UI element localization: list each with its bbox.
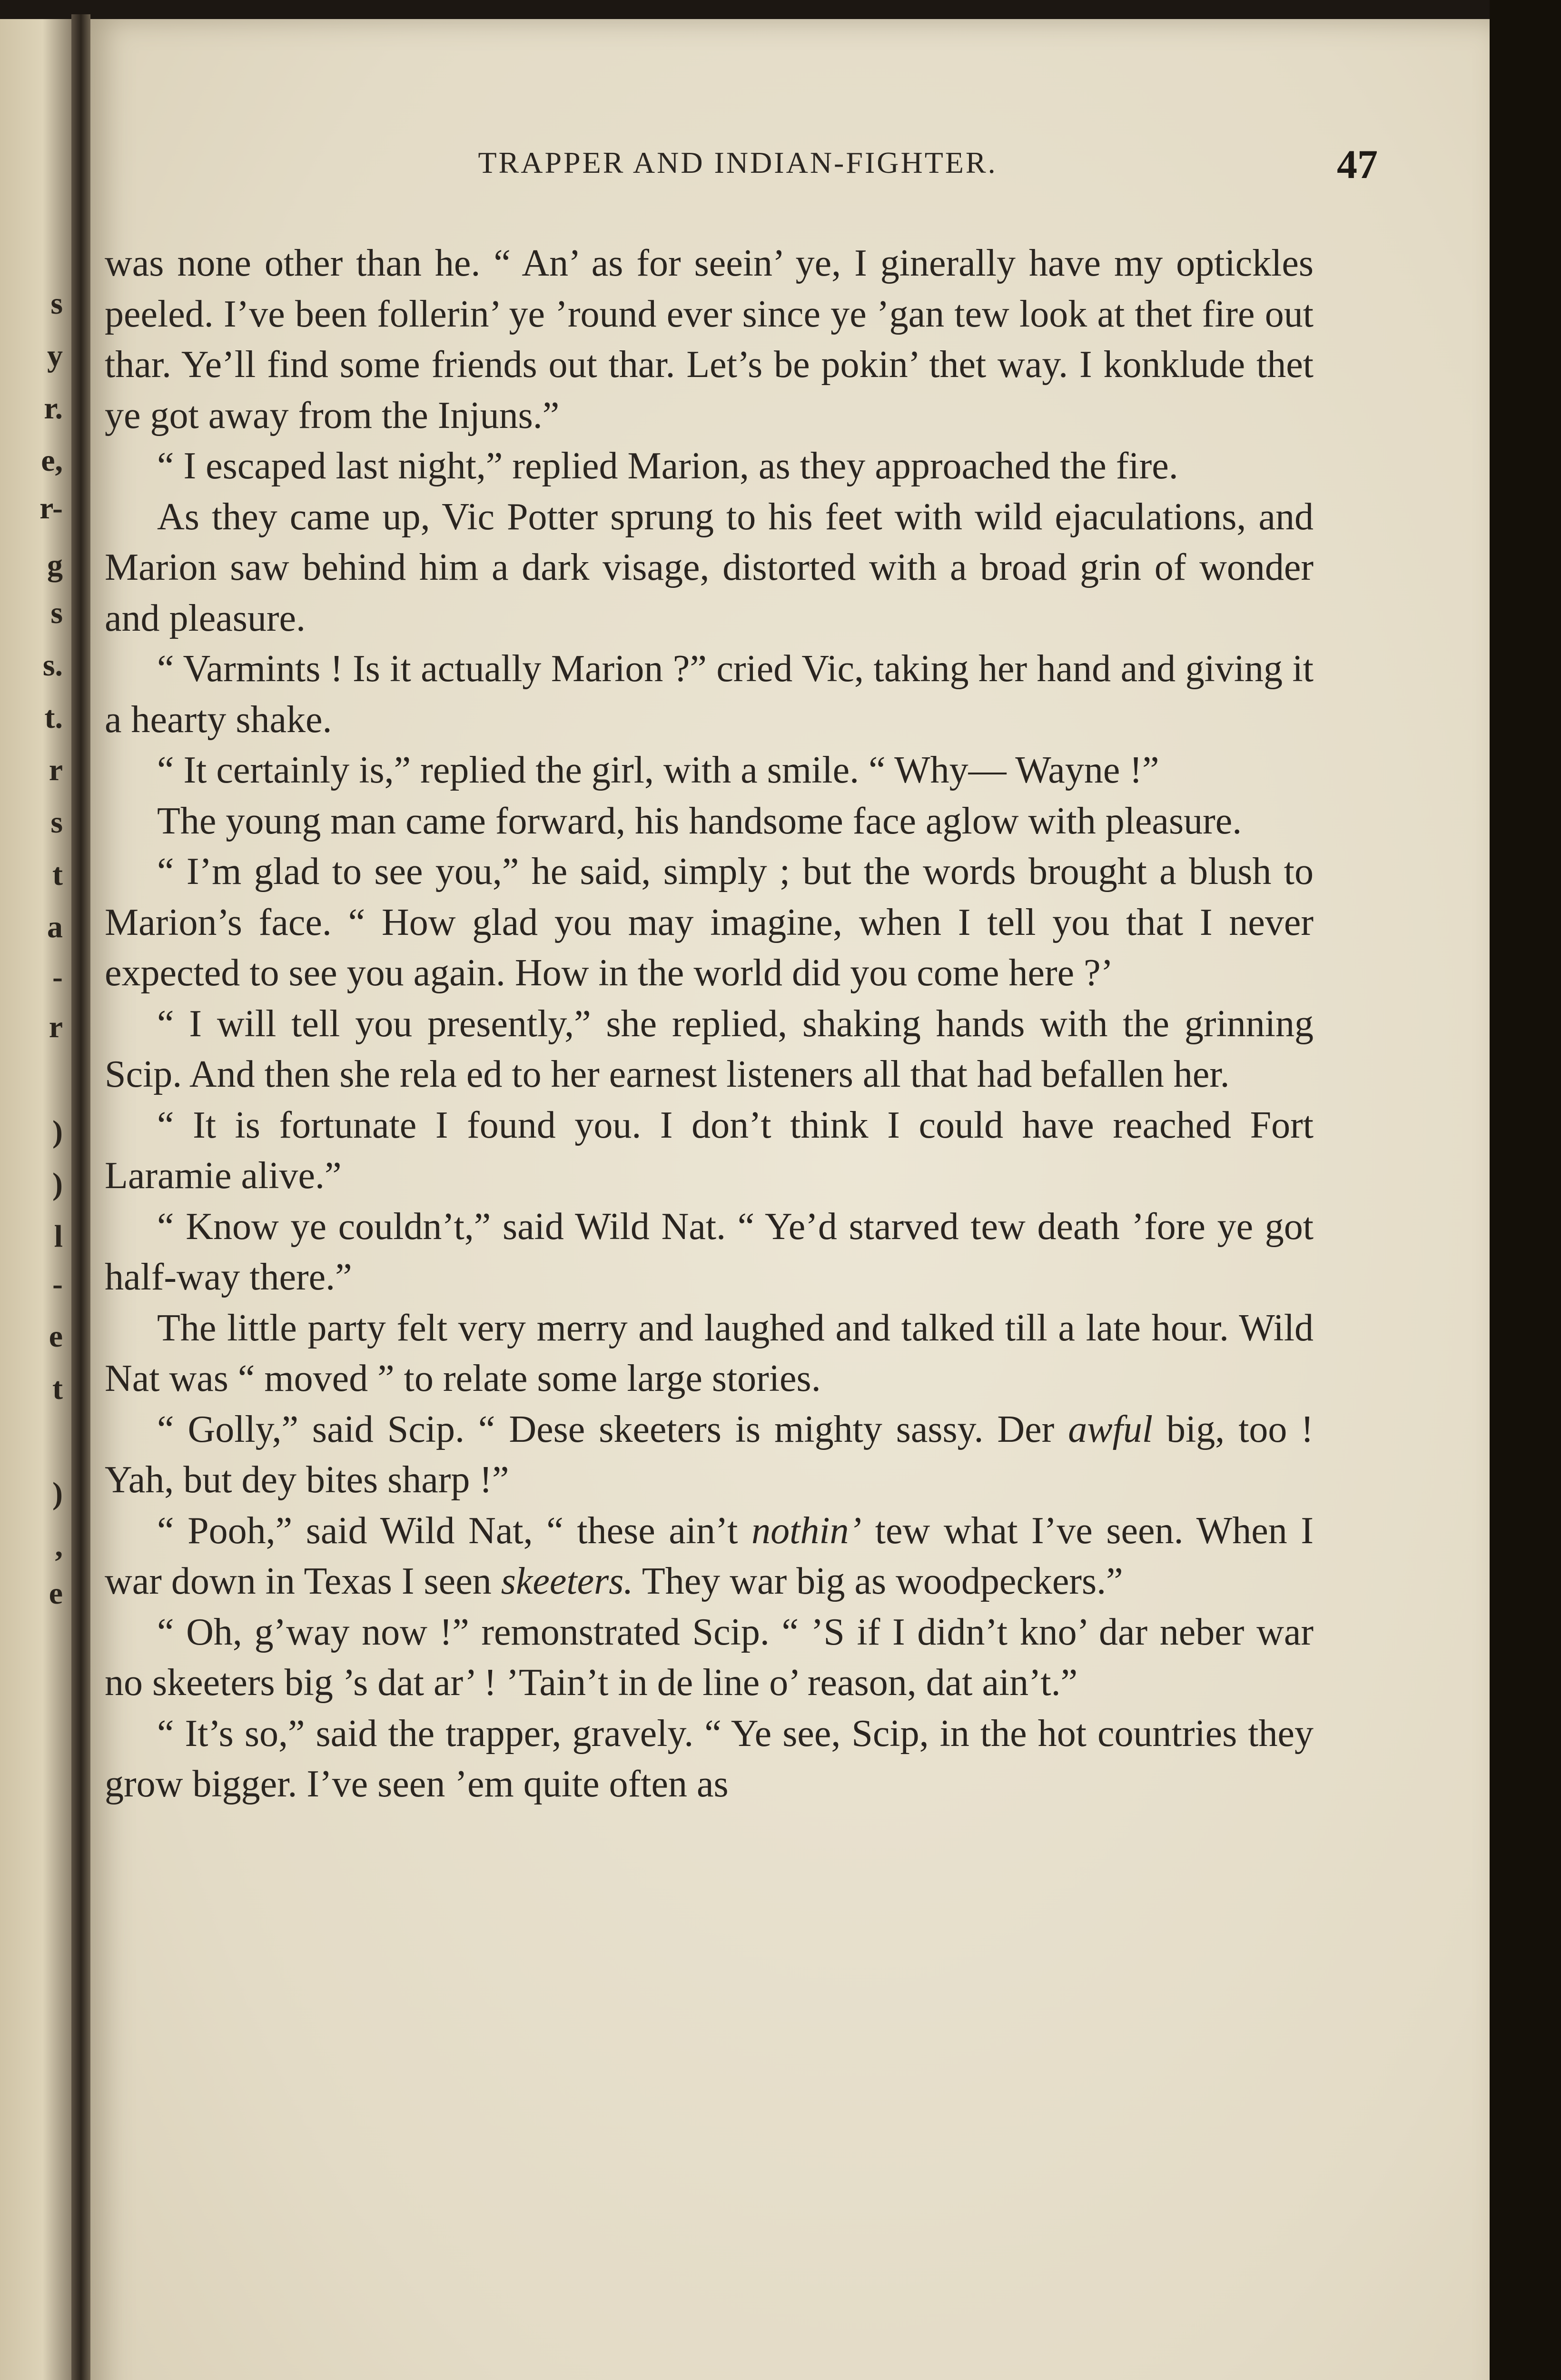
book-gutter [71,14,90,2380]
paragraph-text: big, too ! Yah, but dey bites sharp !” [105,1408,1314,1501]
margin-fragment: - [52,1267,63,1301]
margin-fragment: r- [40,491,63,526]
margin-fragment: t. [44,700,63,735]
margin-fragment: a [47,910,63,944]
paragraph [105,1404,1314,1506]
paragraph: “ It certainly is,” replied the girl, with a smile. “ Why— Wayne !” [157,749,1159,791]
margin-fragment: , [55,1528,63,1563]
page-shadow-edge [1490,0,1561,2380]
paragraph: was none other than he. “ An’ as for seein’ ye, I ginerally have my optickles peeled. I’ve been follerin’ ye ’round ever since ye ’gan tew look at thet fire out thar. Ye’ll find some friends out thar. Let’s be pokin’ thet way. I konklude thet ye got away from the Injuns.” [105,242,1314,436]
paragraph: The little party felt very merry and laughed and talked till a late hour. Wild Nat was “ moved ” to relate some large stories. [105,1307,1314,1399]
paragraph: “ I’m glad to see you,” he said, simply ; but the words brought a blush to Marion’s face. “ How glad you may imagine, when I tell you that I never expected to see you again. How in the world did you come here ?’ [105,851,1314,994]
margin-fragment: l [54,1219,63,1254]
margin-fragment: r [49,753,63,787]
margin-fragment: g [47,548,63,583]
margin-fragment: e, [41,443,63,478]
margin-fragment: r. [44,391,63,426]
paragraph: “ Oh, g’way now !” remonstrated Scip. “ ’S if I didn’t kno’ dar neber war no skeeters big ’s dat ar’ ! ’Tain’t in de line o’ reason, dat ain’t.” [105,1611,1314,1704]
margin-fragment: ) [52,1114,63,1149]
paragraph: “ It’s so,” said the trapper, gravely. “ Ye see, Scip, in the hot countries they grow bigger. I’ve seen ’em quite often as [105,1712,1314,1805]
paragraph: “ I will tell you presently,” she replied, shaking hands with the grinning Scip. And then she rela ed to her earnest listeners all that had befallen her. [105,1002,1314,1095]
margin-fragment: - [52,960,63,994]
body-text [105,238,1314,1810]
paragraph-text: “ Pooh,” said Wild Nat, “ these ain’t [157,1509,752,1552]
paragraph-text: tew what I’ve seen. When I war down in Texas I seen [105,1509,1314,1602]
running-head: TRAPPER AND INDIAN-FIGHTER. [478,146,998,179]
paragraph-text: “ Golly,” said Scip. “ Dese skeeters is mighty sassy. Der [157,1408,1068,1450]
paragraph: As they came up, Vic Potter sprung to his feet with wild ejaculations, and Marion saw behind him a dark visage, distorted with a broad grin of wonder and pleasure. [105,496,1314,639]
margin-fragment: s [50,805,63,840]
paragraph-text: They war big as woodpeckers.” [633,1560,1123,1602]
margin-fragment: e [49,1576,63,1611]
margin-fragment: s. [42,648,63,683]
page-number: 47 [1337,141,1378,187]
italic-word: nothin’ [751,1509,862,1552]
paragraph: “ I escaped last night,” replied Marion, as they approached the fire. [157,445,1178,487]
paragraph: The young man came forward, his handsome face aglow with pleasure. [157,800,1242,842]
previous-page-edge [0,19,71,2380]
margin-fragment: r [49,1010,63,1044]
margin-fragment: ) [52,1476,63,1511]
paragraph: “ It is fortunate I found you. I don’t think I could have reached Fort Laramie alive.” [105,1104,1314,1197]
paragraph [105,1506,1314,1607]
italic-word: skeeters. [501,1560,633,1602]
margin-fragment: s [50,286,63,321]
margin-fragment: ) [52,1167,63,1201]
margin-fragment: s [50,595,63,630]
italic-word: awful [1068,1408,1153,1450]
margin-fragment: y [47,338,63,373]
paragraph: “ Know ye couldn’t,” said Wild Nat. “ Ye’d starved tew death ’fore ye got half-way there.” [105,1205,1314,1298]
margin-fragment: t [52,1371,63,1406]
paragraph: “ Varmints ! Is it actually Marion ?” cried Vic, taking her hand and giving it a hearty shake. [105,648,1314,741]
margin-fragment: e [49,1319,63,1354]
margin-fragment: t [52,857,63,892]
